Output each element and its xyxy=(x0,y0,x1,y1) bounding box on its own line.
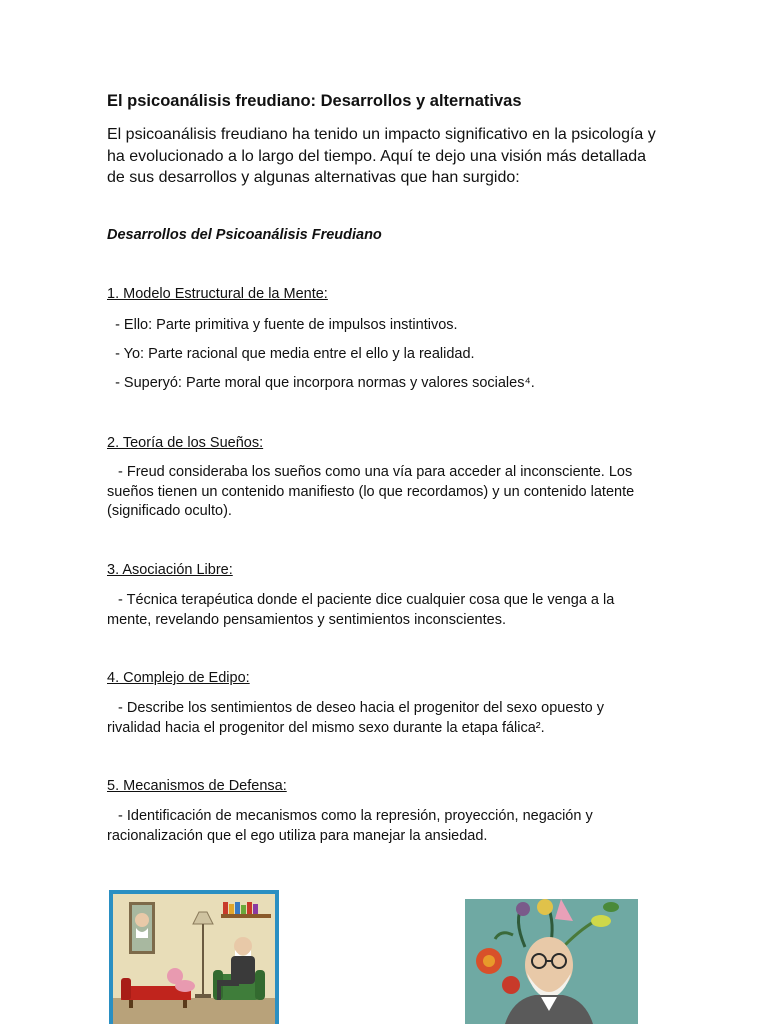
heading-modelo-estructural: 1. Modelo Estructural de la Mente: xyxy=(107,286,328,302)
list-item-ello: - Ello: Parte primitiva y fuente de impulsos instintivos. xyxy=(107,317,458,333)
freud-therapy-session-illustration xyxy=(109,890,279,1024)
section-subtitle: Desarrollos del Psicoanálisis Freudiano xyxy=(107,227,382,243)
heading-teoria-suenos: 2. Teoría de los Sueños: xyxy=(107,435,264,451)
list-item-superyo: - Superyó: Parte moral que incorpora normas y valores sociales⁴. xyxy=(107,375,535,391)
document-title: El psicoanálisis freudiano: Desarrollos y alternativas xyxy=(107,92,522,110)
heading-asociacion-libre: 3. Asociación Libre: xyxy=(107,562,233,578)
paragraph-asociacion-libre: - Técnica terapéutica donde el paciente dice cualquier cosa que le venga a la mente, revelando pensamientos y sentimientos inconscientes. xyxy=(107,592,615,628)
intro-paragraph: El psicoanálisis freudiano ha tenido un impacto significativo en la psicología y ha evolucionado a lo largo del tiempo. Aquí te dejo una visión más detallada de sus desarrollos y algunas alternativas que han surgido: xyxy=(107,126,656,186)
heading-complejo-edipo: 4. Complejo de Edipo: xyxy=(107,670,250,686)
paragraph-mecanismos-defensa: - Identificación de mecanismos como la represión, proyección, negación y racionalización que el ego utiliza para manejar la ansiedad. xyxy=(107,808,593,844)
list-item-yo: - Yo: Parte racional que media entre el ello y la realidad. xyxy=(107,346,475,362)
paragraph-complejo-edipo: - Describe los sentimientos de deseo hacia el progenitor del sexo opuesto y rivalidad hacia el progenitor del mismo sexo durante la etapa fálica². xyxy=(107,700,605,736)
heading-mecanismos-defensa: 5. Mecanismos de Defensa: xyxy=(107,778,287,794)
freud-portrait-with-flowers-illustration xyxy=(465,899,638,1024)
paragraph-teoria-suenos: - Freud consideraba los sueños como una vía para acceder al inconsciente. Los sueños tienen un contenido manifiesto (lo que recordamos) y un contenido latente (significado oculto). xyxy=(107,464,635,519)
